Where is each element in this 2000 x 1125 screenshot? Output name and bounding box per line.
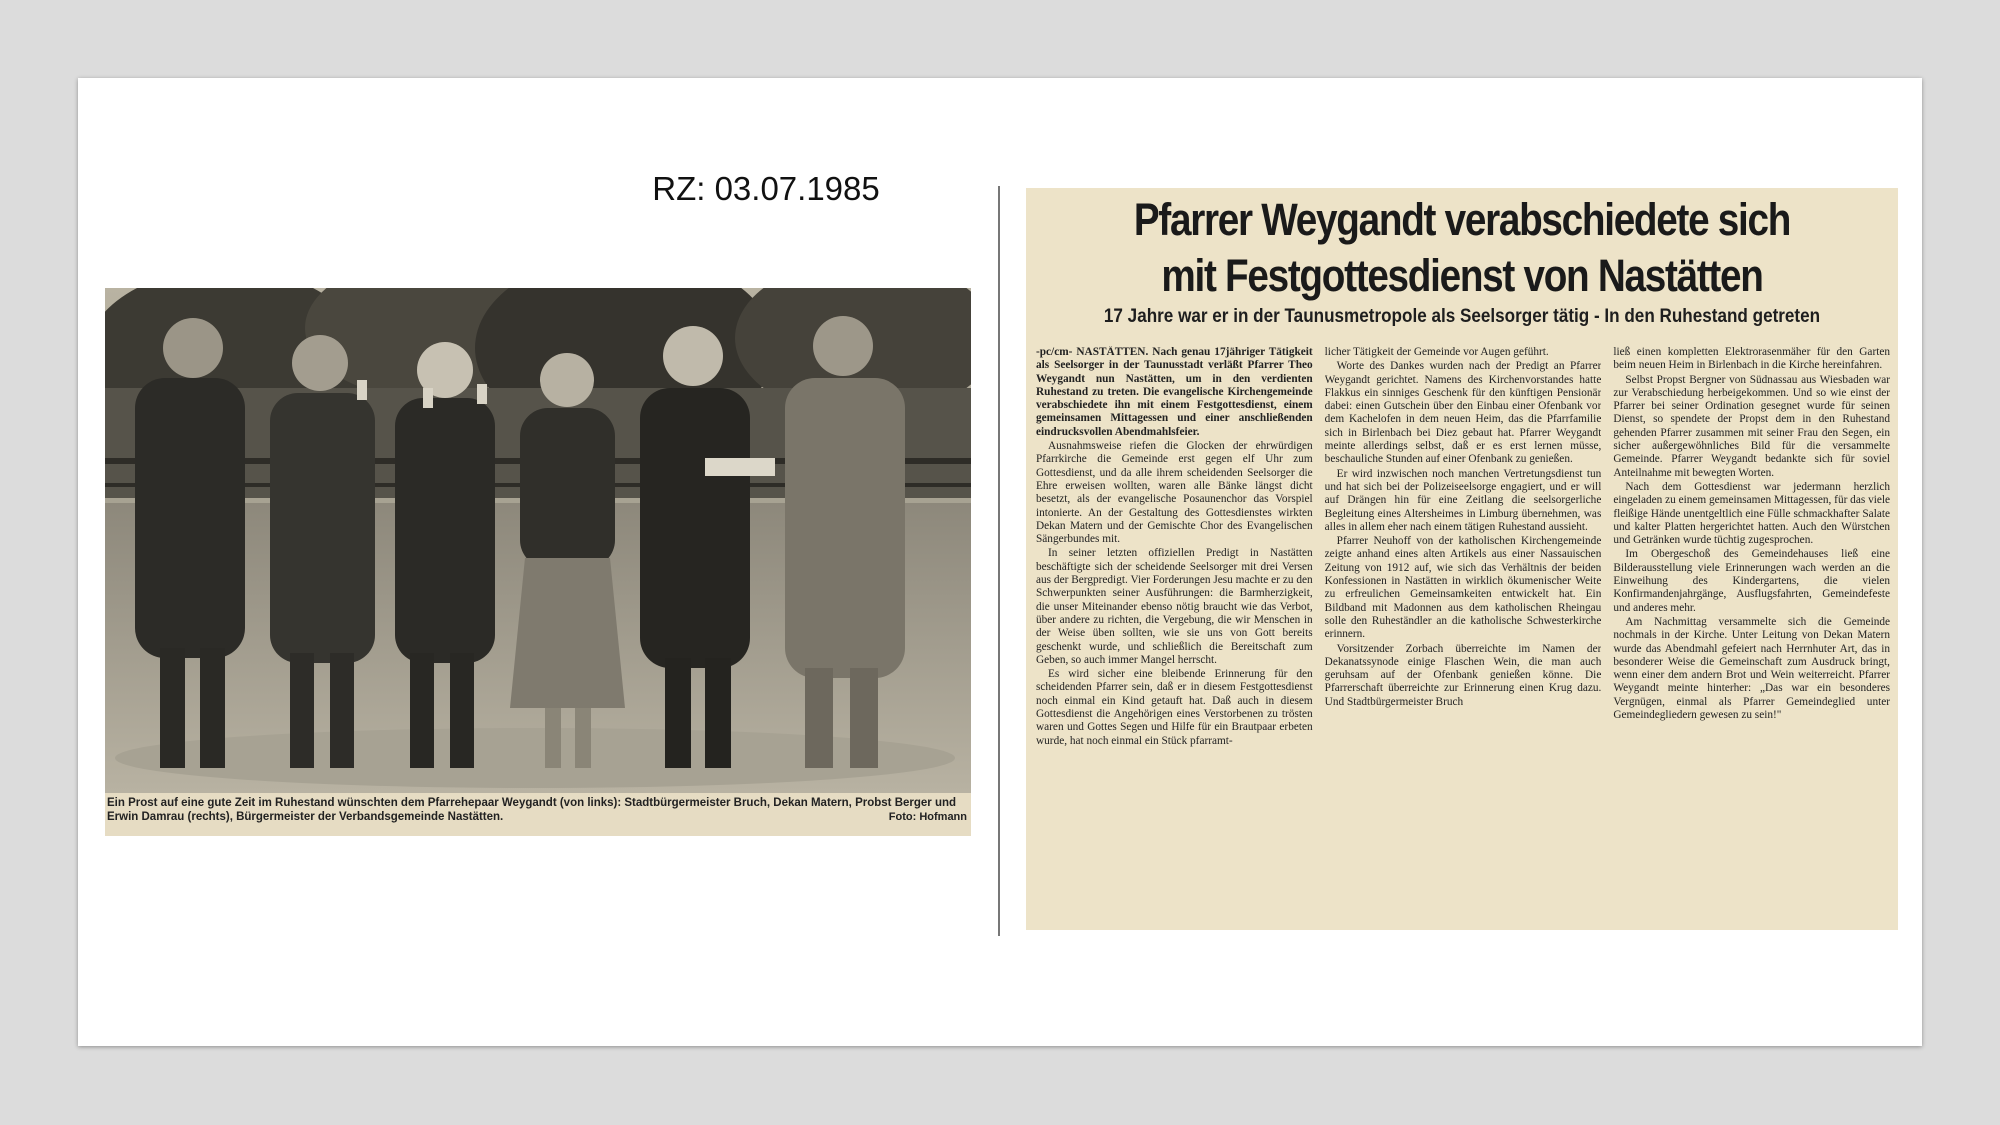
slide: [78, 78, 1922, 1046]
date-label: RZ: 03.07.1985: [652, 170, 880, 207]
photo-clipping: [105, 288, 971, 836]
column-paragraph: Selbst Propst Bergner von Südnassau aus Wiesbaden war zur Verabschiedung herbeigekommen. Und so wie einst der Pfarrer bei seiner Ordination gesegnet wurde für seinen Dienst, so spendete der Propst dem in den Ruhestand gehenden Pfarrer zusammen mit seiner Frau den Segen, ein sicher außergewöhnliches Bild für die versammelte Gemeinde. Pfarrer Weygandt bedankte sich für soviel Anteilnahme mit bewegten Worten.: [1613, 373, 1891, 479]
headline-line-2: mit Festgottesdienst von Nastätten: [1161, 250, 1763, 301]
column-paragraph: Es wird sicher eine bleibende Erinnerung für den scheidenden Pfarrer sein, daß er in diesem Festgottesdienst noch einmal ein Kind getauft hat. Daß auch in diesem Gottesdienst die Angehörigen eines Verstorbenen zu trösten waren und Gottes Segen und Hilfe für ein Brautpaar erbeten wurde, hat noch einmal ein Stück pfarramt-: [1036, 668, 1313, 747]
column-paragraph: Pfarrer Neuhoff von der katholischen Kirchengemeinde zeigte anhand eines alten Artikels aus einer Nassauischen Zeitung von 1912 auf, wie sich das Verhältnis der beiden Konfessionen in Nastätten in wirklich ökumenischer Weite zu erfreulichen Gemeinsamkeiten entwickelt hat. Ein Bildband mit Madonnen aus dem katholischen Rheingau solle den Ruheständler an die katholische Schwesterkirche erinnern.: [1324, 535, 1602, 641]
column-paragraph: licher Tätigkeit der Gemeinde vor Augen geführt.: [1324, 346, 1549, 358]
column-paragraph: Worte des Dankes wurden nach der Predigt an Pfarrer Weygandt gerichtet. Namens des Kirchenvorstandes hatte Flakkus ein sinniges Geschenk für den künftigen Pensionär dabei: einen Gutschein über den Einbau einer Ofenbank vor dem Kachelofen in dem neuen Heim, das die Pfarrfamilie sich in Birlenbach bei Diez gebaut hat. Pfarrer Weygandt meinte allerdings selbst, daß er es erst lernen müsse, beschauliche Stunden auf einer Ofenbank zu genießen.: [1324, 360, 1602, 466]
column-paragraph: Im Obergeschoß des Gemeindehauses ließ eine Bilderausstellung viele Erinnerungen wach werden an die Einweihung des Kindergartens, die vielen Konfirmandenjahrgänge, Ausflugsfahrten, Gemeindefeste und anderes mehr.: [1613, 548, 1891, 614]
column-paragraph: Nach dem Gottesdienst war jedermann herzlich eingeladen zu einem gemeinsamen Mittagessen, für das viele fleißige Hände unentgeltlich eine Fülle schmackhafter Salate und kalter Platten hergerichtet hatten. Auch den Würstchen und Getränken wurde tüchtig zugesprochen.: [1613, 480, 1891, 547]
column-paragraph: ließ einen kompletten Elektrorasenmäher für den Garten beim neuen Heim in Birlenbach in die Kirche hereinfahren.: [1613, 346, 1891, 372]
article-column-2: [1325, 346, 1602, 926]
article-column-3: [1613, 346, 1890, 926]
column-paragraph: Er wird inzwischen noch manchen Vertretungsdienst tun und hat sich bei der Polizeiseelsorge engagiert, und er will auf Drängen hin für eine Zeitlang die seelsorgerliche Begleitung eines Altersheimes in Limburg übernehmen, was alles in allem eher nach einem tätigen Ruhestand aussieht.: [1324, 467, 1602, 533]
vertical-divider: [998, 186, 1000, 936]
column-paragraph: Ausnahmsweise riefen die Glocken der ehrwürdigen Pfarrkirche die Gemeinde erst gegen elf Uhr zum Gottesdienst, und da alle ihrem scheidenden Seelsorger die Ehre erweisen wollten, waren alle Bänke längst dicht besetzt, als der evangelische Posaunenchor das Vorspiel intonierte. An der Gestaltung des Gottesdienstes wirkten Dekan Matern und der Gemischte Chor des Evangelischen Sängerbundes mit.: [1036, 440, 1313, 546]
article-column-1: [1036, 346, 1313, 926]
headline-line-1: Pfarrer Weygandt verabschiedete sich: [1133, 194, 1791, 245]
article-headline: [1087, 192, 1837, 304]
photo-credit: Foto: Hofmann: [888, 811, 967, 823]
column-paragraph: In seiner letzten offiziellen Predigt in Nastätten beschäftigte sich der scheidende Seelsorger mit drei Versen aus der Bergpredigt. Vier Forderungen Jesu machte er zu den Schwerpunkten seiner Ausführungen: die Barmherzigkeit, die unser Miteinander ebenso nötig braucht wie das Verbot, über andere zu richten, die Vergebung, die wir Menschen in der Weise üben sollten, wie sie uns von Gott bereits geschenkt wurde, und schließlich die Bereitschaft zum Geben, so auch immer Mangel herrscht.: [1036, 547, 1313, 666]
newspaper-photo: [105, 288, 971, 793]
article-subhead: 17 Jahre war er in der Taunusmetropole als Seelsorger tätig - In den Ruhestand getreten: [1103, 306, 1821, 327]
photo-caption: Ein Prost auf eine gute Zeit im Ruhestand wünschten dem Pfarrehepaar Weygandt (von links): Stadtbürgermeister Bruch, Dekan Matern, Probst Berger und Erwin Damrau (rechts), Bürgermeister der Verbandsgemeinde Nastätten.: [107, 797, 957, 823]
column-paragraph: -pc/cm- NASTÄTTEN. Nach genau 17jähriger Tätigkeit als Seelsorger in der Taunusstadt verläßt Pfarrer Theo Weygandt nun Nastätten, um in den verdienten Ruhestand zu treten. Die evangelische Kirchengemeinde verabschiedete ihn mit einem Festgottesdienst, einem gemeinsamen Mittagessen und einer anschließenden eindrucksvollen Abendmahlsfeier.: [1036, 346, 1313, 438]
article-clipping: [1026, 188, 1898, 930]
column-paragraph: Am Nachmittag versammelte sich die Gemeinde nochmals in der Kirche. Unter Leitung von Dekan Matern wurde das Abendmahl gefeiert nach Herrnhuter Art, das in besonderer Weise die Gemeinschaft zum Ausdruck bringt, wenn einer dem andern Brot und Wein weiterreicht. Pfarrer Weygandt meinte hinterher: „Das war ein besonderes Vergnügen, einmal als Pfarrer Gemeindeglied unter Gemeindegliedern gewesen zu sein!": [1613, 615, 1891, 722]
article-columns: [1036, 346, 1890, 926]
column-paragraph: Vorsitzender Zorbach überreichte im Namen der Dekanatssynode einige Flaschen Wein, die man auch geruhsam auf der Ofenbank genießen könne. Die Pfarrerschaft überreichte zur Erinnerung einen Krug dazu. Und Stadtbürgermeister Bruch: [1324, 642, 1602, 708]
photo-image: [105, 288, 971, 793]
